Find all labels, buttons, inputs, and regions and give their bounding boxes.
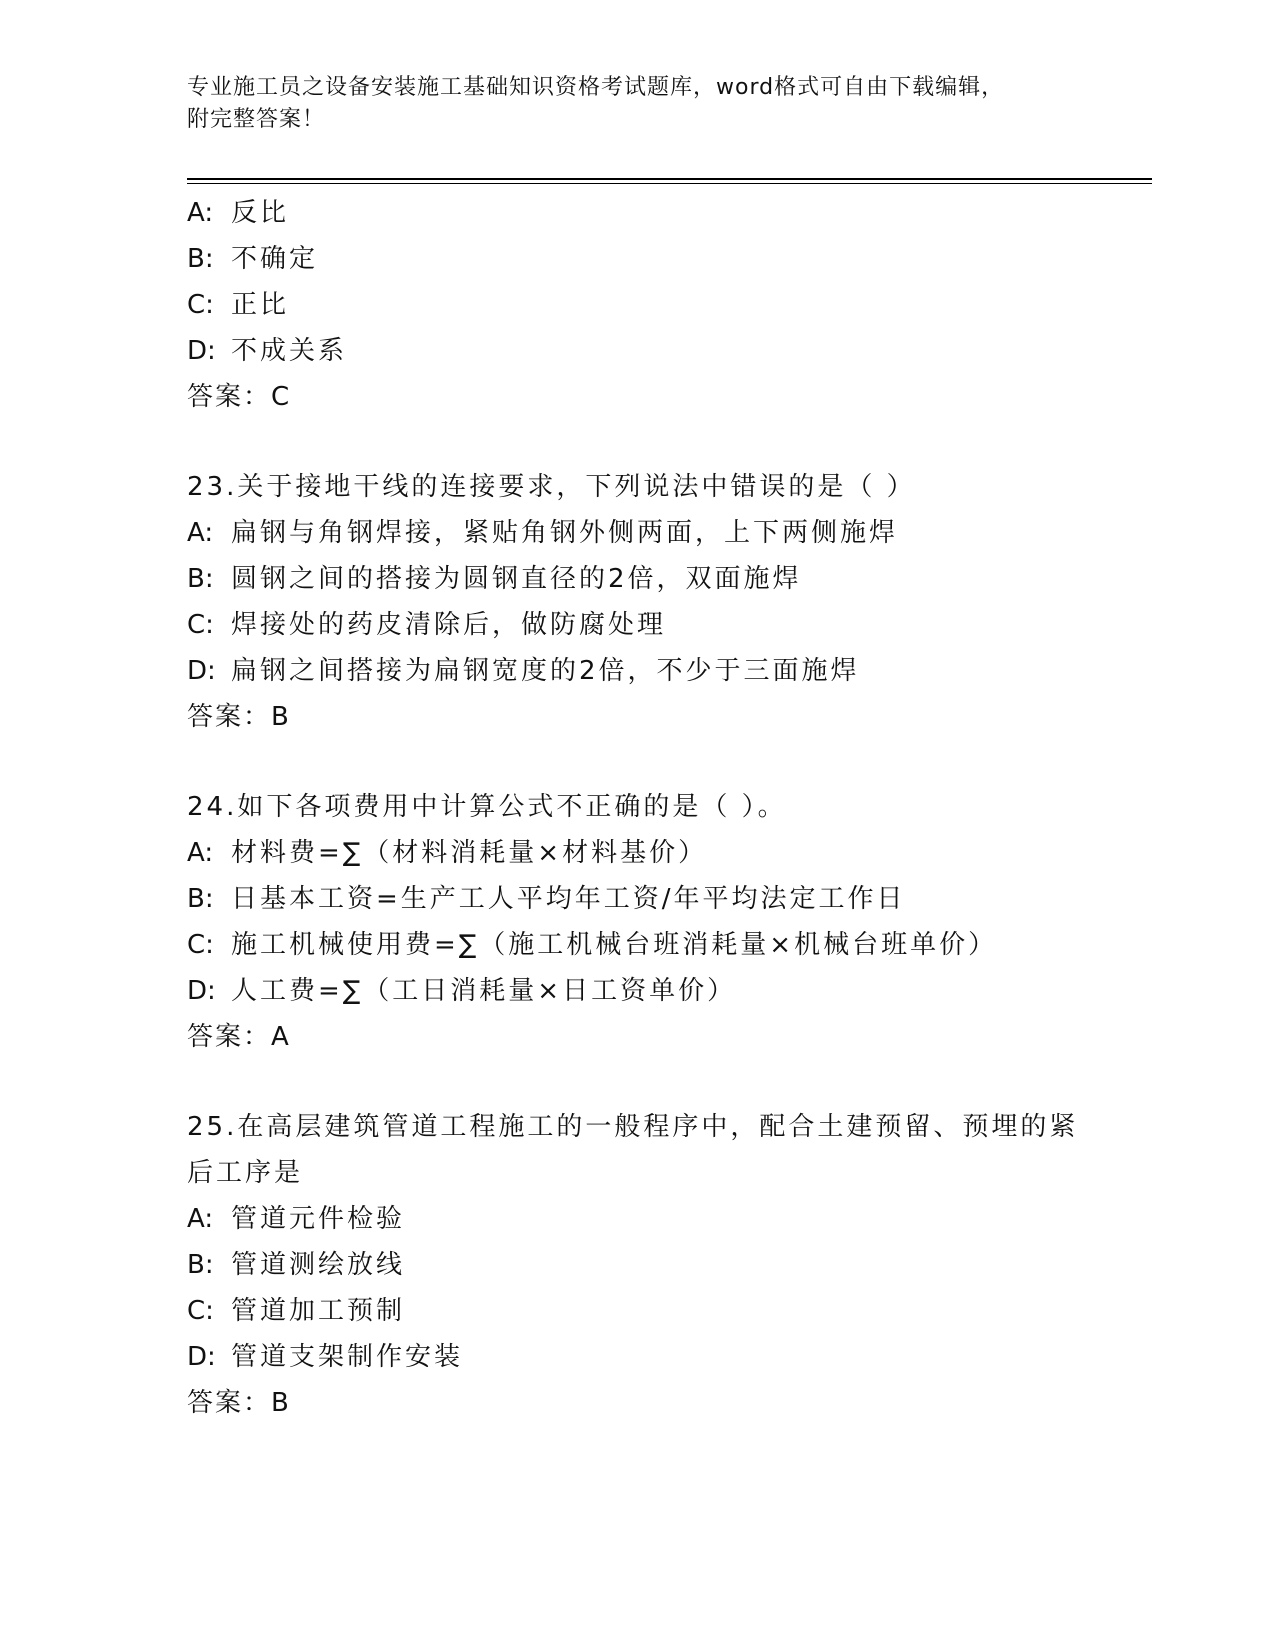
- option-d: [187, 968, 1147, 1014]
- option-label: B:: [187, 244, 214, 274]
- option-text: 正比: [231, 290, 290, 320]
- option-label: D:: [187, 656, 216, 686]
- question-23: [187, 464, 1147, 740]
- option-d: [187, 328, 1147, 374]
- header-divider-thick: [187, 178, 1152, 180]
- option-text: 管道支架制作安装: [231, 1342, 464, 1372]
- option-c: [187, 1288, 1147, 1334]
- option-label: C:: [187, 610, 214, 640]
- question-24: [187, 784, 1147, 1060]
- option-b: [187, 1242, 1147, 1288]
- option-text: 扁钢与角钢焊接，紧贴角钢外侧两面，上下两侧施焊: [231, 518, 899, 548]
- answer-line: 答案：B: [187, 1388, 291, 1418]
- option-label: A:: [187, 838, 214, 868]
- answer-line: 答案：B: [187, 702, 291, 732]
- option-c: [187, 602, 1147, 648]
- option-text: 反比: [231, 198, 290, 228]
- option-c: [187, 922, 1147, 968]
- option-c: [187, 282, 1147, 328]
- option-b: [187, 556, 1147, 602]
- question-stem-line-2: 后工序是: [187, 1158, 304, 1188]
- option-text: 扁钢之间搭接为扁钢宽度的2倍，不少于三面施焊: [231, 656, 860, 686]
- option-label: B:: [187, 564, 214, 594]
- header-divider-thin: [187, 183, 1152, 184]
- header-line-2: 附完整答案！: [187, 107, 326, 132]
- option-text: 不成关系: [231, 336, 348, 366]
- option-label: B:: [187, 1250, 214, 1280]
- option-text: 管道测绘放线: [231, 1250, 406, 1280]
- option-text: 日基本工资=生产工人平均年工资/年平均法定工作日: [231, 884, 906, 914]
- question-stem: 24.如下各项费用中计算公式不正确的是（ ）。: [187, 792, 787, 822]
- option-label: A:: [187, 518, 214, 548]
- question-stem: 23.关于接地干线的连接要求，下列说法中错误的是（ ）: [187, 472, 916, 502]
- option-b: [187, 876, 1147, 922]
- answer-line: 答案：C: [187, 382, 292, 412]
- option-label: A:: [187, 198, 214, 228]
- option-text: 人工费=∑（工日消耗量×日工资单价）: [231, 976, 737, 1006]
- option-label: A:: [187, 1204, 214, 1234]
- option-label: C:: [187, 290, 214, 320]
- option-label: C:: [187, 930, 214, 960]
- option-d: [187, 648, 1147, 694]
- option-b: [187, 236, 1147, 282]
- option-label: D:: [187, 336, 216, 366]
- option-a: [187, 190, 1147, 236]
- option-a: [187, 1196, 1147, 1242]
- header-line-1: 专业施工员之设备安装施工基础知识资格考试题库，word格式可自由下载编辑，: [187, 75, 1005, 100]
- option-text: 不确定: [231, 244, 319, 274]
- question-22: [187, 190, 1147, 420]
- option-text: 管道元件检验: [231, 1204, 406, 1234]
- question-stem-line-1: 25.在高层建筑管道工程施工的一般程序中，配合土建预留、预埋的紧: [187, 1112, 1079, 1142]
- option-label: B:: [187, 884, 214, 914]
- answer-line: 答案：A: [187, 1022, 291, 1052]
- option-d: [187, 1334, 1147, 1380]
- option-label: C:: [187, 1296, 214, 1326]
- option-text: 材料费=∑（材料消耗量×材料基价）: [231, 838, 708, 868]
- option-text: 圆钢之间的搭接为圆钢直径的2倍，双面施焊: [231, 564, 802, 594]
- option-a: [187, 830, 1147, 876]
- option-text: 焊接处的药皮清除后，做防腐处理: [231, 610, 667, 640]
- option-text: 管道加工预制: [231, 1296, 406, 1326]
- question-25: [187, 1104, 1147, 1426]
- option-label: D:: [187, 976, 216, 1006]
- document-header: [187, 72, 1087, 136]
- question-list: [187, 190, 1147, 1426]
- option-label: D:: [187, 1342, 216, 1372]
- option-text: 施工机械使用费=∑（施工机械台班消耗量×机械台班单价）: [231, 930, 998, 960]
- option-a: [187, 510, 1147, 556]
